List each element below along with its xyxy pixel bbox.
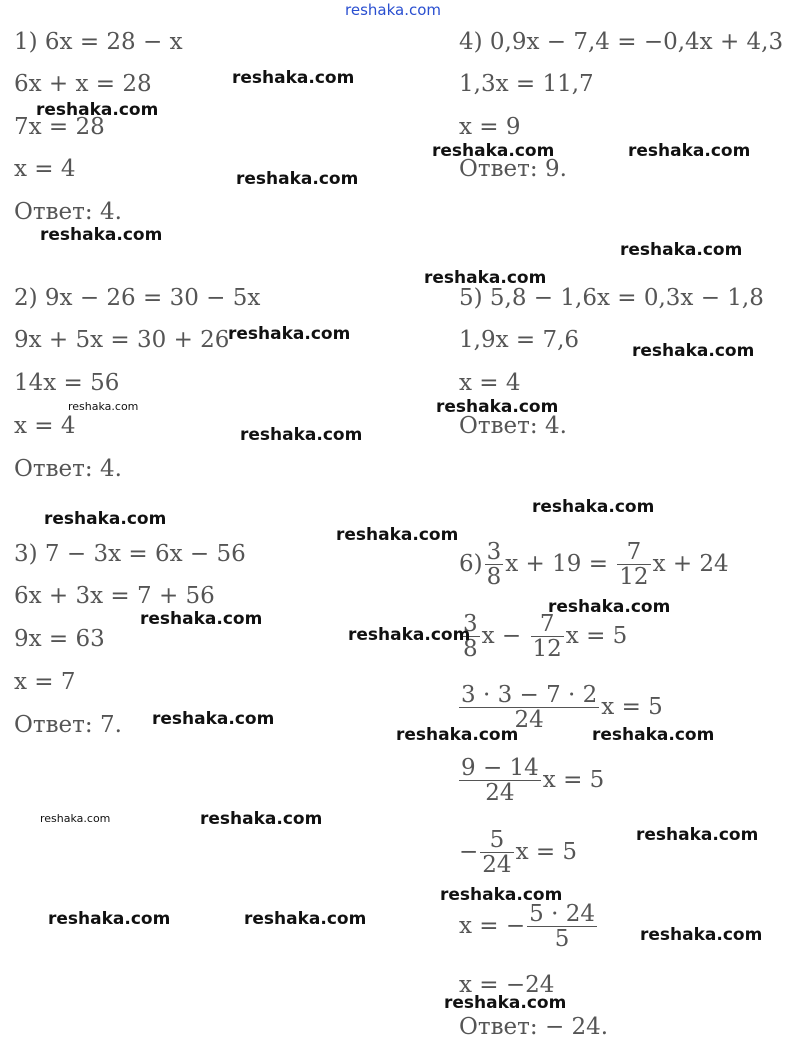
p2-line2: 9x + 5x = 30 + 26 [14,327,230,353]
p5-answer: Ответ: 4. [459,413,567,439]
p3-answer: Ответ: 7. [14,712,122,738]
p5-line1: 5) 5,8 − 1,6x = 0,3x − 1,8 [459,285,764,311]
watermark: reshaka.com [232,68,355,88]
p6-line4: $\frac{9 - 14}{24}$ x = 5 [461,755,605,807]
p3-line4: x = 7 [14,669,76,695]
watermark: reshaka.com [444,993,567,1013]
p2-answer: Ответ: 4. [14,456,122,482]
watermark: reshaka.com [396,725,519,745]
p1-line3: 7x = 28 [14,114,105,140]
watermark: reshaka.com [200,809,323,829]
watermark: reshaka.com [228,324,351,344]
p2-line3: 14x = 56 [14,370,120,396]
watermark: reshaka.com [640,925,763,945]
watermark: reshaka.com [440,885,563,905]
p6-line5: − $\frac{5}{24}$ x = 5 [459,827,578,879]
watermark: reshaka.com [240,425,363,445]
p2-line4: x = 4 [14,413,76,439]
p5-line2: 1,9x = 7,6 [459,327,580,353]
p6-line6: x = − $\frac{5 \cdot 24}{5}$ [459,901,595,953]
watermark: reshaka.com [620,240,743,260]
watermark: reshaka.com [36,100,159,120]
watermark: reshaka.com [592,725,715,745]
p3-line3: 9x = 63 [14,626,105,652]
watermark: reshaka.com [636,825,759,845]
p6-line1: 6) $\frac{3}{8}$ x + 19 = $\frac{7}{12}$ x + 24 [459,539,729,591]
watermark: reshaka.com [632,341,755,361]
p4-answer: Ответ: 9. [459,156,567,182]
p6-line3: $\frac{3 \cdot 3 - 7 \cdot 2}{24}$ x = 5 [461,682,663,734]
p5-line3: x = 4 [459,370,521,396]
watermark: reshaka.com [424,268,547,288]
p4-line1: 4) 0,9x − 7,4 = −0,4x + 4,3 [459,29,784,55]
p4-line2: 1,3x = 11,7 [459,71,594,97]
p3-line2: 6x + 3x = 7 + 56 [14,583,215,609]
p1-answer: Ответ: 4. [14,199,122,225]
p2-line1: 2) 9x − 26 = 30 − 5x [14,285,261,311]
watermark: reshaka.com [40,225,163,245]
p1-line4: x = 4 [14,156,76,182]
watermark: reshaka.com [348,625,471,645]
watermark: reshaka.com [236,169,359,189]
watermark: reshaka.com [40,812,111,825]
watermark: reshaka.com [152,709,275,729]
site-link[interactable]: reshaka.com [345,1,441,19]
watermark: reshaka.com [68,400,139,413]
p3-line1: 3) 7 − 3x = 6x − 56 [14,541,246,567]
watermark: reshaka.com [532,497,655,517]
watermark: reshaka.com [548,597,671,617]
watermark: reshaka.com [244,909,367,929]
p6-line7: x = −24 [459,972,555,998]
watermark: reshaka.com [432,141,555,161]
watermark: reshaka.com [44,509,167,529]
p6-line2: $\frac{3}{8}$ x − $\frac{7}{12}$ x = 5 [463,611,628,663]
watermark: reshaka.com [336,525,459,545]
watermark: reshaka.com [436,397,559,417]
watermark: reshaka.com [48,909,171,929]
p1-line1: 1) 6x = 28 − x [14,29,183,55]
p4-line3: x = 9 [459,114,521,140]
watermark: reshaka.com [628,141,751,161]
watermark: reshaka.com [140,609,263,629]
p1-line2: 6x + x = 28 [14,71,152,97]
p6-answer: Ответ: − 24. [459,1014,609,1040]
